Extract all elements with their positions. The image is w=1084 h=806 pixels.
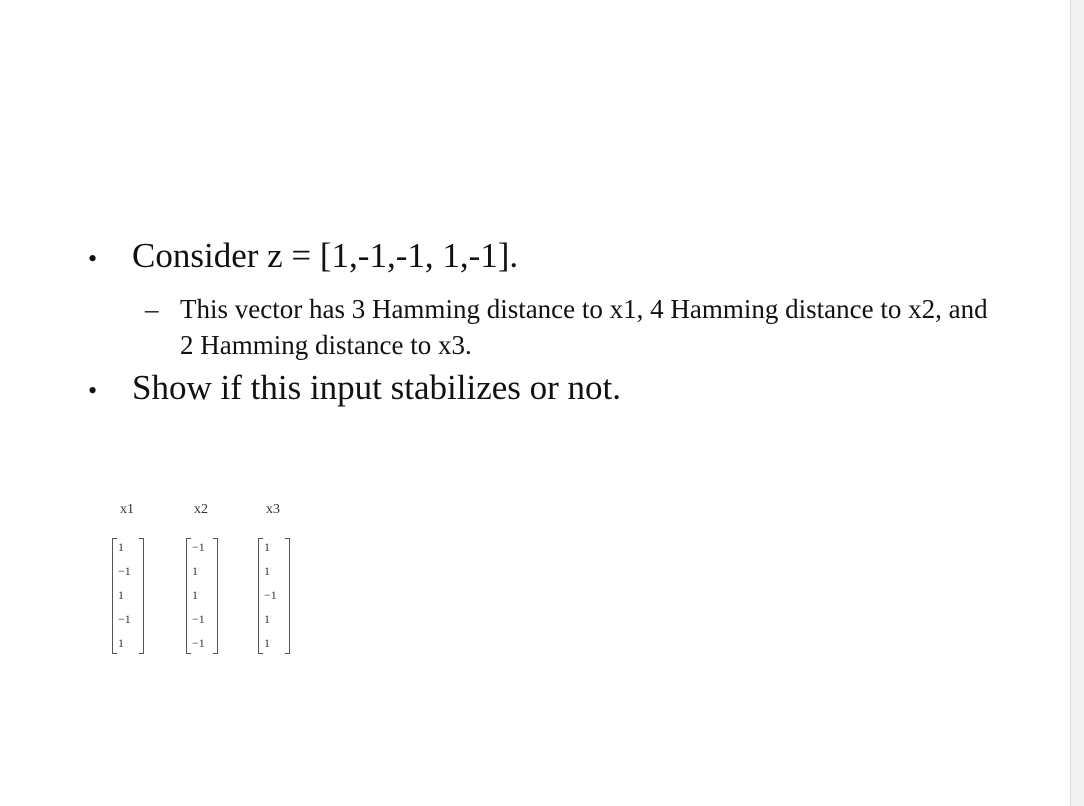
vector-entry: 1 <box>118 540 124 554</box>
right-bracket <box>285 538 290 654</box>
vector-entry: −1 <box>118 564 131 578</box>
vector-entry: −1 <box>264 588 277 602</box>
column-vector <box>258 538 290 654</box>
vector-entry: 1 <box>264 564 270 578</box>
bullet-text: Consider z = [1,-1,-1, 1,-1]. <box>132 236 519 275</box>
vector-label: x1 <box>120 502 134 517</box>
vector-entry: −1 <box>118 612 131 626</box>
vector-entry: 1 <box>264 540 270 554</box>
bullet-dot: • <box>88 244 98 273</box>
page-edge <box>1070 0 1084 806</box>
right-bracket <box>139 538 144 654</box>
vector-entry: 1 <box>118 588 124 602</box>
vector-entry: −1 <box>192 540 205 554</box>
vector-entry: 1 <box>192 564 198 578</box>
bullet-text: Show if this input stabilizes or not. <box>132 368 622 407</box>
column-vector <box>112 538 144 654</box>
vector-label: x3 <box>266 502 280 517</box>
sub-bullet-item <box>145 291 1005 363</box>
sub-bullet-text: This vector has 3 Hamming distance to x1, 4 Hamming distance to x2, and 2 Hamming distance to x3. <box>180 294 988 360</box>
bullet-dot: • <box>88 376 98 405</box>
column-vector <box>186 538 218 654</box>
vector-entry: 1 <box>118 636 124 650</box>
vector-entry: −1 <box>192 636 205 650</box>
vector-label: x2 <box>194 502 208 517</box>
vector-entry: −1 <box>192 612 205 626</box>
left-bracket <box>112 538 117 654</box>
bullet-item-consider <box>88 236 518 276</box>
left-bracket <box>186 538 191 654</box>
vector-entry: 1 <box>264 612 270 626</box>
vector-entry: 1 <box>264 636 270 650</box>
left-bracket <box>258 538 263 654</box>
right-bracket <box>213 538 218 654</box>
bullet-item-show <box>88 368 621 408</box>
vector-entry: 1 <box>192 588 198 602</box>
sub-bullet-dash: – <box>145 294 159 324</box>
